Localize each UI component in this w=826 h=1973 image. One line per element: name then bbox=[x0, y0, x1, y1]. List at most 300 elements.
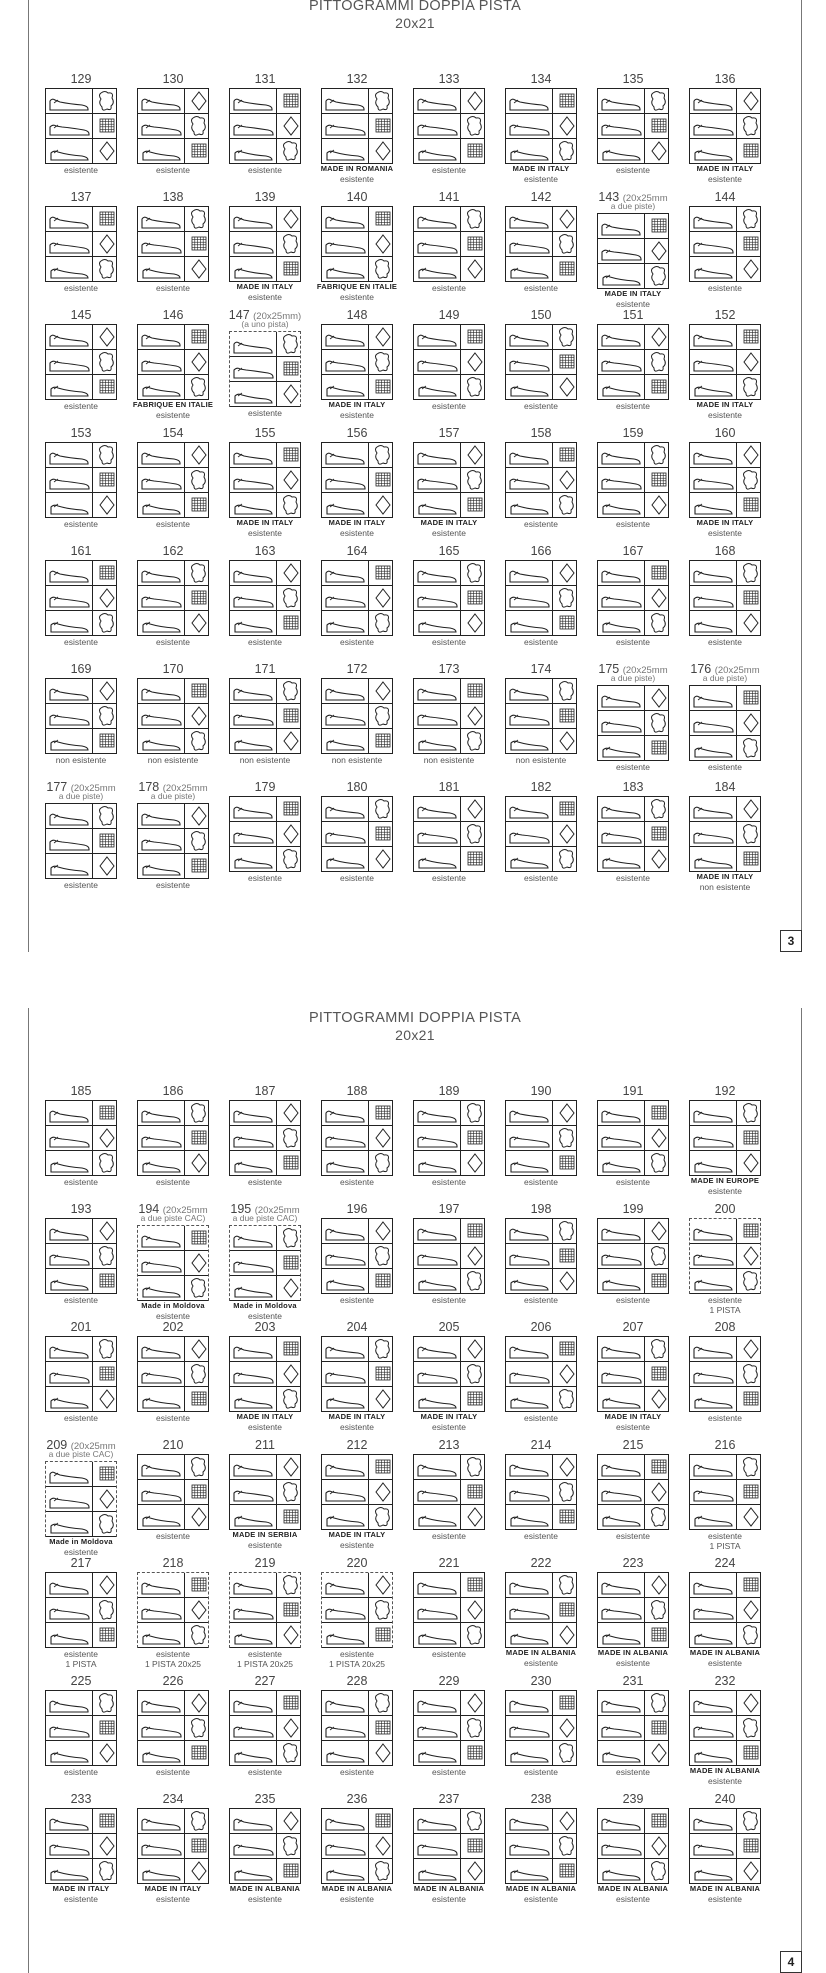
label-code: 221 bbox=[438, 1556, 460, 1570]
status-text: esistente bbox=[155, 637, 191, 647]
label-number bbox=[35, 1084, 127, 1098]
status-text: esistente bbox=[339, 528, 375, 538]
label-size: (20x25mm) bbox=[253, 311, 302, 322]
pictogram-label bbox=[311, 1672, 403, 1790]
origin-text: MADE IN ALBANIA bbox=[689, 1648, 761, 1657]
pictogram-icons bbox=[414, 89, 486, 165]
pictogram-box bbox=[45, 1572, 117, 1648]
pictogram-icons bbox=[506, 1101, 578, 1177]
status-text: esistente bbox=[155, 283, 191, 293]
status-text: esistente bbox=[339, 1422, 375, 1432]
status-text: esistente bbox=[155, 880, 191, 890]
pictogram-icons bbox=[414, 679, 486, 755]
label-number bbox=[403, 1320, 495, 1334]
status-text: esistente bbox=[707, 1658, 743, 1668]
pictogram-icons bbox=[506, 1219, 578, 1295]
label-number bbox=[679, 780, 771, 794]
origin-text: MADE IN ALBANIA bbox=[597, 1884, 669, 1893]
pictogram-box bbox=[413, 1808, 485, 1884]
pictogram-icons bbox=[230, 797, 302, 873]
status-text: esistente bbox=[523, 873, 559, 883]
pictogram-label bbox=[587, 1672, 679, 1790]
label-number bbox=[219, 190, 311, 204]
status-text: esistente bbox=[339, 292, 375, 302]
pictogram-label bbox=[35, 542, 127, 660]
pictogram-icons bbox=[506, 1691, 578, 1767]
pictogram-box bbox=[137, 442, 209, 518]
pictogram-box bbox=[413, 442, 485, 518]
pictogram-label bbox=[35, 1790, 127, 1908]
pictogram-box bbox=[45, 206, 117, 282]
pictogram-icons bbox=[138, 89, 210, 165]
origin-text: MADE IN ITALY bbox=[328, 518, 386, 527]
label-code: 231 bbox=[622, 1674, 644, 1688]
origin-text: MADE IN ITALY bbox=[696, 400, 754, 409]
label-number bbox=[495, 1084, 587, 1098]
pictogram-label bbox=[127, 424, 219, 542]
pictogram-icons bbox=[322, 89, 394, 165]
label-code: 196 bbox=[346, 1202, 368, 1216]
pictogram-box bbox=[45, 88, 117, 164]
pictogram-box bbox=[413, 88, 485, 164]
origin-text: MADE IN ITALY bbox=[420, 1412, 478, 1421]
pictogram-box bbox=[597, 796, 669, 872]
origin-text: MADE IN ALBANIA bbox=[413, 1884, 485, 1893]
pictogram-icons bbox=[598, 561, 670, 637]
status-text: esistente bbox=[155, 410, 191, 420]
pictogram-icons bbox=[598, 1573, 670, 1649]
pictogram-box bbox=[229, 678, 301, 754]
label-code: 158 bbox=[530, 426, 552, 440]
label-number bbox=[311, 190, 403, 204]
pictogram-label bbox=[679, 1554, 771, 1672]
pictogram-icons bbox=[322, 1219, 394, 1295]
label-number bbox=[127, 1792, 219, 1806]
pictogram-icons bbox=[690, 1455, 762, 1531]
label-code: 185 bbox=[70, 1084, 92, 1098]
pictogram-label bbox=[587, 424, 679, 542]
label-code: 213 bbox=[438, 1438, 460, 1452]
label-code: 161 bbox=[70, 544, 92, 558]
label-size-note: a due piste) bbox=[610, 201, 656, 211]
status-text: esistente bbox=[339, 1540, 375, 1550]
pictogram-label bbox=[495, 542, 587, 660]
status-text: esistente bbox=[431, 1649, 467, 1659]
label-code: 178 bbox=[138, 780, 160, 794]
pictogram-box bbox=[505, 1218, 577, 1294]
pictogram-icons bbox=[598, 1337, 670, 1413]
pictogram-label bbox=[403, 1554, 495, 1672]
label-code: 130 bbox=[162, 72, 184, 86]
pictogram-label bbox=[127, 660, 219, 778]
pictogram-icons bbox=[230, 207, 302, 283]
pictogram-box bbox=[505, 324, 577, 400]
label-code: 191 bbox=[622, 1084, 644, 1098]
status-text: esistente bbox=[431, 873, 467, 883]
status-text: esistente bbox=[155, 1767, 191, 1777]
pictogram-icons bbox=[230, 1455, 302, 1531]
label-code: 193 bbox=[70, 1202, 92, 1216]
label-code: 225 bbox=[70, 1674, 92, 1688]
label-code: 207 bbox=[622, 1320, 644, 1334]
pictogram-icons bbox=[230, 1809, 302, 1885]
label-code: 156 bbox=[346, 426, 368, 440]
pictogram-label bbox=[35, 660, 127, 778]
pictogram-box bbox=[505, 560, 577, 636]
pictogram-icons bbox=[506, 1809, 578, 1885]
pictogram-box bbox=[321, 324, 393, 400]
label-number bbox=[587, 1084, 679, 1098]
pictogram-icons bbox=[230, 561, 302, 637]
status-text: esistente bbox=[247, 1177, 283, 1187]
label-code: 238 bbox=[530, 1792, 552, 1806]
status-text: esistente bbox=[431, 165, 467, 175]
pictogram-label bbox=[219, 1200, 311, 1321]
pictogram-label bbox=[495, 778, 587, 896]
pictogram-box bbox=[413, 1218, 485, 1294]
status-text: esistente bbox=[339, 873, 375, 883]
origin-text: MADE IN ITALY bbox=[236, 518, 294, 527]
pictogram-label bbox=[219, 306, 311, 424]
status-text: esistente bbox=[707, 174, 743, 184]
origin-text: Made in Moldova bbox=[49, 1537, 113, 1546]
pictogram-box bbox=[321, 1690, 393, 1766]
pictogram-label bbox=[219, 188, 311, 306]
pictogram-box bbox=[413, 206, 485, 282]
status-text: esistente bbox=[615, 1894, 651, 1904]
label-number bbox=[495, 1674, 587, 1688]
status-text: esistente bbox=[615, 1767, 651, 1777]
status-text: esistente bbox=[63, 1767, 99, 1777]
label-code: 186 bbox=[162, 1084, 184, 1098]
pictogram-label bbox=[495, 188, 587, 306]
label-size: (20x25mm bbox=[254, 1205, 300, 1216]
pictogram-icons bbox=[506, 443, 578, 519]
origin-text: MADE IN ALBANIA bbox=[689, 1766, 761, 1775]
pictogram-box bbox=[689, 1572, 761, 1648]
label-number bbox=[219, 1320, 311, 1334]
origin-text: MADE IN SERBIA bbox=[232, 1530, 298, 1539]
pictogram-icons bbox=[230, 89, 302, 165]
pictogram-box bbox=[321, 1572, 393, 1648]
pictogram-box bbox=[597, 685, 669, 761]
label-number bbox=[495, 1792, 587, 1806]
pictogram-box bbox=[45, 1218, 117, 1294]
label-size: (20x25mm bbox=[162, 1205, 208, 1216]
label-code: 134 bbox=[530, 72, 552, 86]
label-number bbox=[679, 1792, 771, 1806]
label-code: 206 bbox=[530, 1320, 552, 1334]
label-code: 172 bbox=[346, 662, 368, 676]
pictogram-icons bbox=[322, 1101, 394, 1177]
pictogram-label bbox=[35, 1082, 127, 1200]
pictogram-label bbox=[219, 1436, 311, 1554]
status-text: esistente bbox=[247, 1649, 283, 1659]
label-code: 235 bbox=[254, 1792, 276, 1806]
label-number bbox=[679, 1202, 771, 1216]
status-text: esistente bbox=[247, 165, 283, 175]
status-text: esistente bbox=[523, 637, 559, 647]
label-number bbox=[679, 1438, 771, 1452]
pictogram-icons bbox=[230, 332, 302, 408]
status-text: esistente bbox=[155, 1311, 191, 1321]
label-number bbox=[219, 780, 311, 794]
label-code: 188 bbox=[346, 1084, 368, 1098]
origin-text: MADE IN ITALY bbox=[696, 164, 754, 173]
pictogram-icons bbox=[46, 207, 118, 283]
pictogram-box bbox=[597, 560, 669, 636]
pictogram-label bbox=[35, 188, 127, 306]
status-text: esistente bbox=[431, 637, 467, 647]
label-number bbox=[495, 1438, 587, 1452]
pictogram-icons bbox=[506, 797, 578, 873]
pictogram-icons bbox=[46, 1462, 118, 1538]
pictogram-label bbox=[35, 1554, 127, 1672]
label-code: 215 bbox=[622, 1438, 644, 1452]
label-size-note: a due piste) bbox=[150, 791, 196, 801]
origin-text: MADE IN ITALY bbox=[236, 282, 294, 291]
label-code: 230 bbox=[530, 1674, 552, 1688]
pictogram-label bbox=[587, 1790, 679, 1908]
status-text: esistente bbox=[707, 1186, 743, 1196]
pictogram-icons bbox=[138, 1337, 210, 1413]
pictogram-box bbox=[689, 1690, 761, 1766]
status-text: esistente bbox=[155, 1177, 191, 1187]
status-text: esistente bbox=[615, 519, 651, 529]
label-code: 151 bbox=[622, 308, 644, 322]
pictogram-icons bbox=[138, 679, 210, 755]
pictogram-box bbox=[505, 1100, 577, 1176]
pictogram-box bbox=[137, 1572, 209, 1648]
status-text: esistente bbox=[63, 1295, 99, 1305]
status-text: non esistente bbox=[331, 755, 383, 765]
pictogram-label bbox=[403, 1082, 495, 1200]
pictogram-icons bbox=[690, 1337, 762, 1413]
origin-text: MADE IN ITALY bbox=[236, 1412, 294, 1421]
pictogram-label bbox=[127, 1318, 219, 1436]
pictogram-label bbox=[679, 1436, 771, 1554]
pictogram-icons bbox=[138, 1455, 210, 1531]
status-text: esistente bbox=[63, 283, 99, 293]
status-text: esistente bbox=[339, 1177, 375, 1187]
pictogram-label bbox=[219, 542, 311, 660]
status-text: esistente bbox=[523, 1177, 559, 1187]
pictogram-label bbox=[127, 1554, 219, 1672]
pictogram-icons bbox=[506, 89, 578, 165]
label-size-note: a due piste) bbox=[702, 673, 748, 683]
label-code: 189 bbox=[438, 1084, 460, 1098]
label-number bbox=[219, 1438, 311, 1452]
pictogram-label bbox=[127, 1672, 219, 1790]
status-text: esistente bbox=[247, 1422, 283, 1432]
pictogram-label bbox=[311, 306, 403, 424]
label-code: 199 bbox=[622, 1202, 644, 1216]
status-text: esistente bbox=[707, 1894, 743, 1904]
label-size: (20x25mm bbox=[622, 193, 668, 204]
pictogram-label bbox=[679, 778, 771, 896]
title-line: PITTOGRAMMI DOPPIA PISTA bbox=[308, 1010, 522, 1026]
label-number bbox=[219, 662, 311, 676]
status-text: esistente bbox=[63, 637, 99, 647]
status-text: esistente bbox=[247, 528, 283, 538]
pictogram-icons bbox=[138, 443, 210, 519]
pictogram-label bbox=[587, 1554, 679, 1672]
label-number bbox=[495, 308, 587, 322]
label-number bbox=[587, 1438, 679, 1452]
pictogram-label bbox=[311, 70, 403, 188]
origin-text: MADE IN ITALY bbox=[604, 289, 662, 298]
pictogram-label bbox=[495, 1318, 587, 1436]
page-title bbox=[29, 0, 801, 32]
status-text: non esistente bbox=[55, 755, 107, 765]
label-number bbox=[679, 72, 771, 86]
status-text: esistente bbox=[339, 1295, 375, 1305]
label-code: 133 bbox=[438, 72, 460, 86]
pictogram-icons bbox=[690, 686, 762, 762]
label-number bbox=[127, 1556, 219, 1570]
status-text: esistente bbox=[615, 637, 651, 647]
label-size-note: a due piste CAC) bbox=[140, 1213, 206, 1223]
pictogram-box bbox=[689, 206, 761, 282]
label-number bbox=[495, 426, 587, 440]
pictogram-box bbox=[229, 331, 301, 407]
track-note: 1 PISTA bbox=[709, 1305, 741, 1315]
pictogram-icons bbox=[230, 1337, 302, 1413]
pictogram-box bbox=[321, 796, 393, 872]
pictogram-icons bbox=[230, 443, 302, 519]
status-text: non esistente bbox=[239, 755, 291, 765]
label-code: 159 bbox=[622, 426, 644, 440]
pictogram-icons bbox=[506, 1455, 578, 1531]
pictogram-box bbox=[689, 796, 761, 872]
origin-text: MADE IN ITALY bbox=[696, 518, 754, 527]
pictogram-box bbox=[597, 1690, 669, 1766]
label-code: 141 bbox=[438, 190, 460, 204]
label-number bbox=[127, 308, 219, 322]
pictogram-box bbox=[413, 1336, 485, 1412]
pictogram-box bbox=[45, 803, 117, 879]
pictogram-box bbox=[505, 1454, 577, 1530]
label-code: 202 bbox=[162, 1320, 184, 1334]
pictogram-label bbox=[127, 542, 219, 660]
pictogram-label bbox=[311, 1318, 403, 1436]
label-number bbox=[679, 1320, 771, 1334]
status-text: esistente bbox=[707, 762, 743, 772]
pictogram-box bbox=[137, 1454, 209, 1530]
pictogram-icons bbox=[322, 679, 394, 755]
pictogram-icons bbox=[506, 325, 578, 401]
label-code: 197 bbox=[438, 1202, 460, 1216]
status-text: esistente bbox=[63, 401, 99, 411]
pictogram-box bbox=[229, 796, 301, 872]
label-code: 129 bbox=[70, 72, 92, 86]
label-number bbox=[311, 1556, 403, 1570]
pictogram-icons bbox=[414, 561, 486, 637]
label-number bbox=[587, 1792, 679, 1806]
label-number bbox=[679, 308, 771, 322]
origin-text: MADE IN ALBANIA bbox=[689, 1884, 761, 1893]
label-code: 165 bbox=[438, 544, 460, 558]
label-number bbox=[679, 190, 771, 204]
label-number bbox=[311, 1438, 403, 1452]
pictogram-label bbox=[311, 1082, 403, 1200]
pictogram-icons bbox=[230, 1573, 302, 1649]
label-code: 226 bbox=[162, 1674, 184, 1688]
pictogram-label bbox=[219, 1790, 311, 1908]
pictogram-icons bbox=[322, 1809, 394, 1885]
label-number bbox=[495, 1320, 587, 1334]
pictogram-box bbox=[505, 1690, 577, 1766]
label-number bbox=[403, 780, 495, 794]
pictogram-label bbox=[679, 1200, 771, 1318]
pictogram-label bbox=[311, 1554, 403, 1672]
label-code: 190 bbox=[530, 1084, 552, 1098]
pictogram-box bbox=[229, 1454, 301, 1530]
origin-text: MADE IN ITALY bbox=[52, 1884, 110, 1893]
pictogram-icons bbox=[138, 1809, 210, 1885]
pictogram-box bbox=[45, 324, 117, 400]
pictogram-box bbox=[689, 1336, 761, 1412]
pictogram-icons bbox=[506, 207, 578, 283]
label-number bbox=[311, 1674, 403, 1688]
label-number bbox=[495, 780, 587, 794]
status-text: esistente bbox=[615, 1177, 651, 1187]
pictogram-box bbox=[321, 206, 393, 282]
pictogram-box bbox=[597, 1808, 669, 1884]
label-size-note: a due piste CAC) bbox=[232, 1213, 298, 1223]
pictogram-icons bbox=[414, 1101, 486, 1177]
status-text: esistente bbox=[155, 1413, 191, 1423]
pictogram-icons bbox=[690, 1809, 762, 1885]
pictogram-icons bbox=[414, 325, 486, 401]
pictogram-label bbox=[403, 424, 495, 542]
status-text: esistente bbox=[615, 1422, 651, 1432]
pictogram-icons bbox=[506, 679, 578, 755]
pictogram-label bbox=[587, 542, 679, 660]
pictogram-box bbox=[505, 796, 577, 872]
label-number bbox=[35, 72, 127, 86]
label-code: 162 bbox=[162, 544, 184, 558]
page-number: 4 bbox=[780, 1951, 802, 1973]
pictogram-icons bbox=[414, 1573, 486, 1649]
pictogram-label bbox=[311, 1436, 403, 1554]
pictogram-label bbox=[679, 70, 771, 188]
status-text: esistente bbox=[247, 292, 283, 302]
label-code: 209 bbox=[46, 1438, 68, 1452]
pictogram-box bbox=[45, 1690, 117, 1766]
status-text: esistente bbox=[63, 1413, 99, 1423]
label-number bbox=[311, 1792, 403, 1806]
status-text: esistente bbox=[247, 1311, 283, 1321]
page-number: 3 bbox=[780, 930, 802, 952]
label-code: 211 bbox=[255, 1438, 275, 1452]
pictogram-label bbox=[495, 1082, 587, 1200]
pictogram-label bbox=[311, 1200, 403, 1318]
label-number bbox=[495, 662, 587, 676]
label-code: 229 bbox=[438, 1674, 460, 1688]
label-code: 136 bbox=[714, 72, 736, 86]
label-code: 160 bbox=[714, 426, 736, 440]
pictogram-icons bbox=[690, 1219, 762, 1295]
label-code: 143 bbox=[598, 190, 620, 204]
pictogram-icons bbox=[690, 89, 762, 165]
pictogram-label bbox=[35, 778, 127, 896]
pictogram-label bbox=[587, 188, 679, 309]
label-code: 205 bbox=[438, 1320, 460, 1334]
status-text: esistente bbox=[431, 1295, 467, 1305]
label-size: (20x25mm bbox=[622, 665, 668, 676]
status-text: esistente bbox=[523, 1413, 559, 1423]
